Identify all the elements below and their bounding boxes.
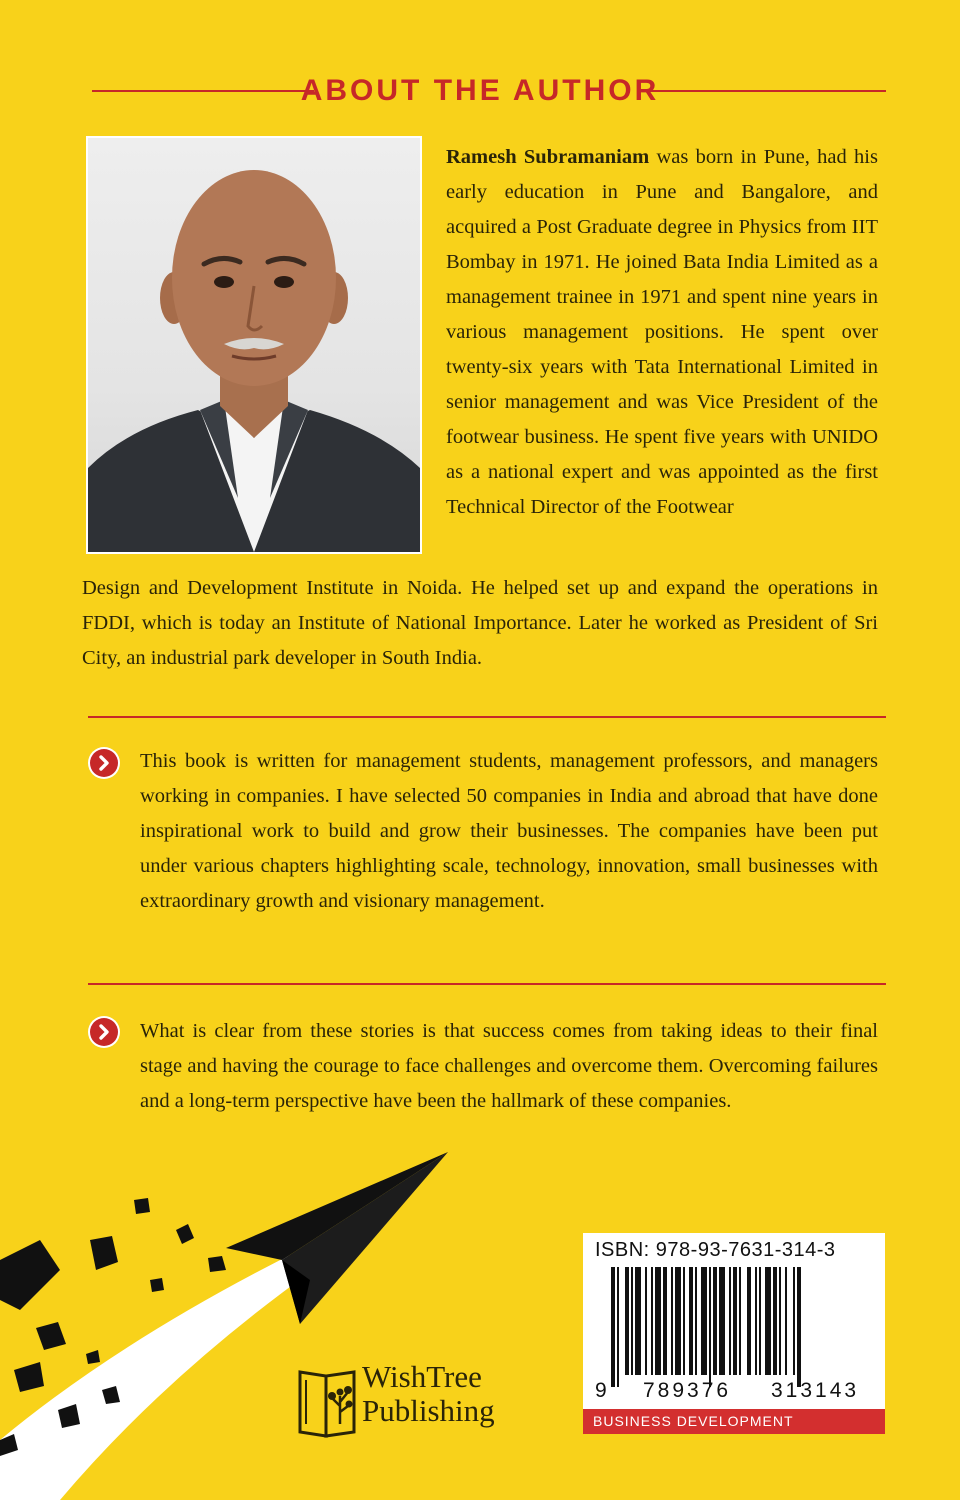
publisher-logo: [296, 1360, 536, 1440]
chevron-right-icon: [88, 747, 120, 779]
publisher-name-line2: Publishing: [362, 1393, 495, 1428]
publisher-name: [362, 1360, 495, 1428]
author-bio-text: was born in Pune, had his early education in Pune and Bangalore, and acquired a Post Graduate degree in Physics from IIT Bombay in 1971. He joined Bata India Limited as a management trainee in 1971 and spent nine years in various management positions. He spent over twenty-six years with Tata International Limited in senior management and was Vice President of the footwear business. He spent five years with UNIDO as a national expert and was appointed as the first Technical Director of the Footwear: [446, 146, 878, 518]
book-tree-icon: [296, 1362, 360, 1438]
author-portrait-illustration: [88, 138, 420, 552]
barcode-digits-left: 789376: [643, 1379, 732, 1402]
section-heading: [0, 72, 960, 112]
author-name: Ramesh Subramaniam: [446, 146, 650, 168]
publisher-name-line1: WishTree: [362, 1359, 482, 1394]
barcode-digits-right: 313143: [771, 1379, 860, 1402]
chevron-right-icon: [88, 1016, 120, 1048]
divider: [88, 716, 886, 718]
divider: [88, 983, 886, 985]
paper-plane-icon: [0, 1140, 560, 1500]
blurb-paragraph: What is clear from these stories is that success comes from taking ideas to their final stage and having the courage to face challenges and overcome them. Overcoming failures and a long-term perspective have been the hallmark of these companies.: [140, 1020, 878, 1112]
author-photo: [86, 136, 422, 554]
author-bio-continued: Design and Development Institute in Noida. He helped set up and expand the operations in FDDI, which is today an Institute of National Importance. Later he worked as President of Sri City, an industrial park developer in South India.: [82, 577, 878, 669]
isbn-label: ISBN: 978-93-7631-314-3: [595, 1239, 836, 1261]
category-label: BUSINESS DEVELOPMENT: [583, 1409, 885, 1434]
blurb-paragraph: This book is written for management students, management professors, and managers working in companies. I have selected 50 companies in India and abroad that have done inspirational work to build and grow their businesses. The companies have been put under various chapters highlighting scale, technology, innovation, small businesses with extraordinary growth and visionary management.: [140, 750, 878, 912]
author-bio: [446, 140, 878, 525]
isbn-barcode-box: [583, 1233, 885, 1409]
barcode-lead-digit: 9: [595, 1379, 607, 1402]
page-title: ABOUT THE AUTHOR: [300, 74, 660, 107]
